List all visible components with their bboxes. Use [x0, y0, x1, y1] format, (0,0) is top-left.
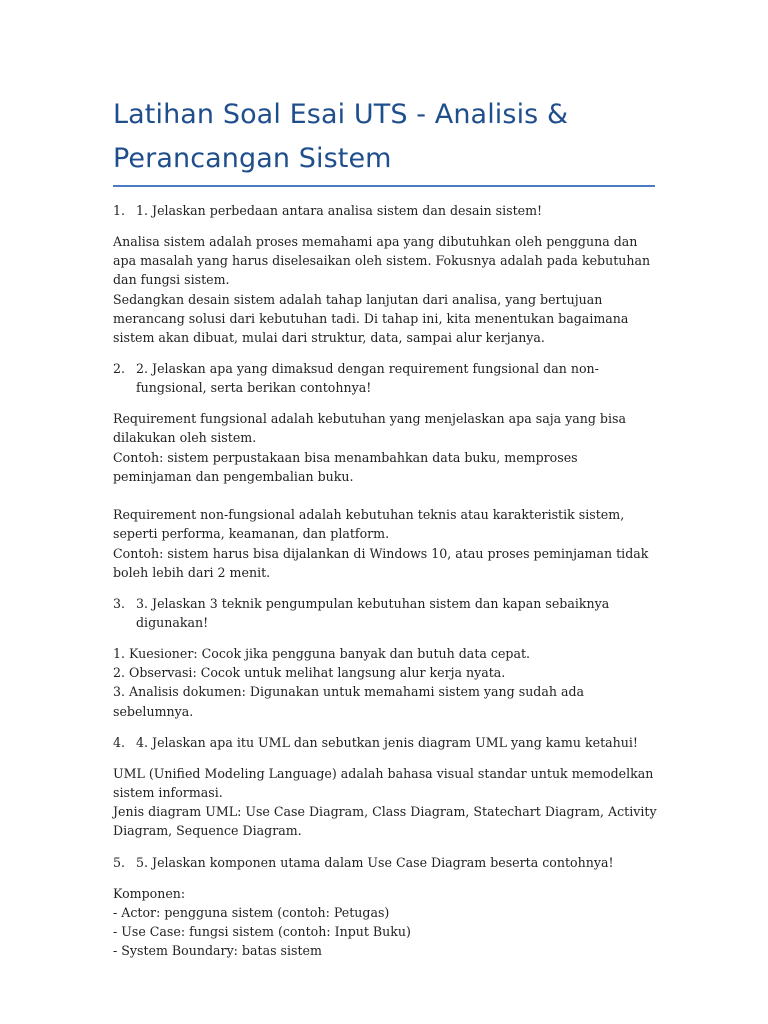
question-item: [113, 359, 658, 397]
document-title: Latihan Soal Esai UTS - Analisis & Perancangan Sistem: [113, 99, 569, 174]
question-item: [113, 853, 658, 872]
answer-line: - Actor: pengguna sistem (contoh: Petugas): [113, 904, 390, 920]
answer-line: Requirement fungsional adalah kebutuhan yang menjelaskan apa saja yang bisa dilakukan oleh sistem.: [113, 411, 626, 446]
answer-block: [113, 644, 658, 721]
question-number: 1.: [113, 203, 126, 218]
question-text: 4. Jelaskan apa itu UML dan sebutkan jenis diagram UML yang kamu ketahui!: [136, 734, 638, 750]
answer-line: UML (Unified Modeling Language) adalah bahasa visual standar untuk memodelkan sistem informasi.: [113, 765, 654, 801]
answer-line: Komponen:: [113, 885, 186, 901]
question-item: [113, 594, 658, 632]
question-text: 5. Jelaskan komponen utama dalam Use Case Diagram beserta contohnya!: [136, 854, 614, 870]
answer-block: [113, 764, 658, 841]
answer-line: - Use Case: fungsi sistem (contoh: Input Buku): [113, 924, 411, 940]
question-number: 3.: [113, 596, 126, 612]
question-item: [113, 733, 658, 752]
title-underline: [113, 185, 655, 187]
question-text: 2. Jelaskan apa yang dimaksud dengan requirement fungsional dan non-fungsional, serta berikan contohnya!: [136, 361, 599, 396]
answer-block: [113, 232, 658, 347]
answer-block: [113, 409, 658, 582]
sections-container: [113, 201, 658, 960]
answer-line: 1. Kuesioner: Cocok jika pengguna banyak dan butuh data cepat.: [113, 646, 531, 662]
answer-line: - System Boundary: batas sistem: [113, 943, 322, 959]
answer-line: Requirement non-fungsional adalah kebutuhan teknis atau karakteristik sistem, seperti performa, keamanan, dan platform.: [113, 507, 625, 542]
answer-line: Analisa sistem adalah proses memahami apa yang dibutuhkan oleh pengguna dan apa masalah yang harus diselesaikan oleh sistem. Fokusnya adalah pada kebutuhan dan fungsi sistem.: [113, 234, 651, 288]
answer-line: Jenis diagram UML: Use Case Diagram, Class Diagram, Statechart Diagram, Activity Diagram, Sequence Diagram.: [113, 804, 657, 839]
answer-line: 2. Observasi: Cocok untuk melihat langsung alur kerja nyata.: [113, 665, 506, 681]
answer-spacer: [113, 486, 658, 505]
document-page: [113, 93, 658, 972]
question-text: 3. Jelaskan 3 teknik pengumpulan kebutuhan sistem dan kapan sebaiknya digunakan!: [136, 596, 610, 631]
question-number: 5.: [113, 854, 126, 870]
question-number: 2.: [113, 361, 126, 377]
answer-line: Sedangkan desain sistem adalah tahap lanjutan dari analisa, yang bertujuan merancang solusi dari kebutuhan tadi. Di tahap ini, kita menentukan bagaimana sistem akan dibuat, mulai dari struktur, data, sampai alur kerjanya.: [113, 291, 629, 346]
answer-block: [113, 884, 658, 961]
question-number: 4.: [113, 734, 126, 750]
answer-line: Contoh: sistem perpustakaan bisa menambahkan data buku, memproses peminjaman dan pengembalian buku.: [113, 449, 578, 484]
question-item: [113, 201, 658, 220]
answer-line: 3. Analisis dokumen: Digunakan untuk memahami sistem yang sudah ada sebelumnya.: [113, 684, 585, 719]
answer-line: Contoh: sistem harus bisa dijalankan di Windows 10, atau proses peminjaman tidak boleh lebih dari 2 menit.: [113, 545, 649, 580]
question-text: 1. Jelaskan perbedaan antara analisa sistem dan desain sistem!: [136, 203, 543, 218]
